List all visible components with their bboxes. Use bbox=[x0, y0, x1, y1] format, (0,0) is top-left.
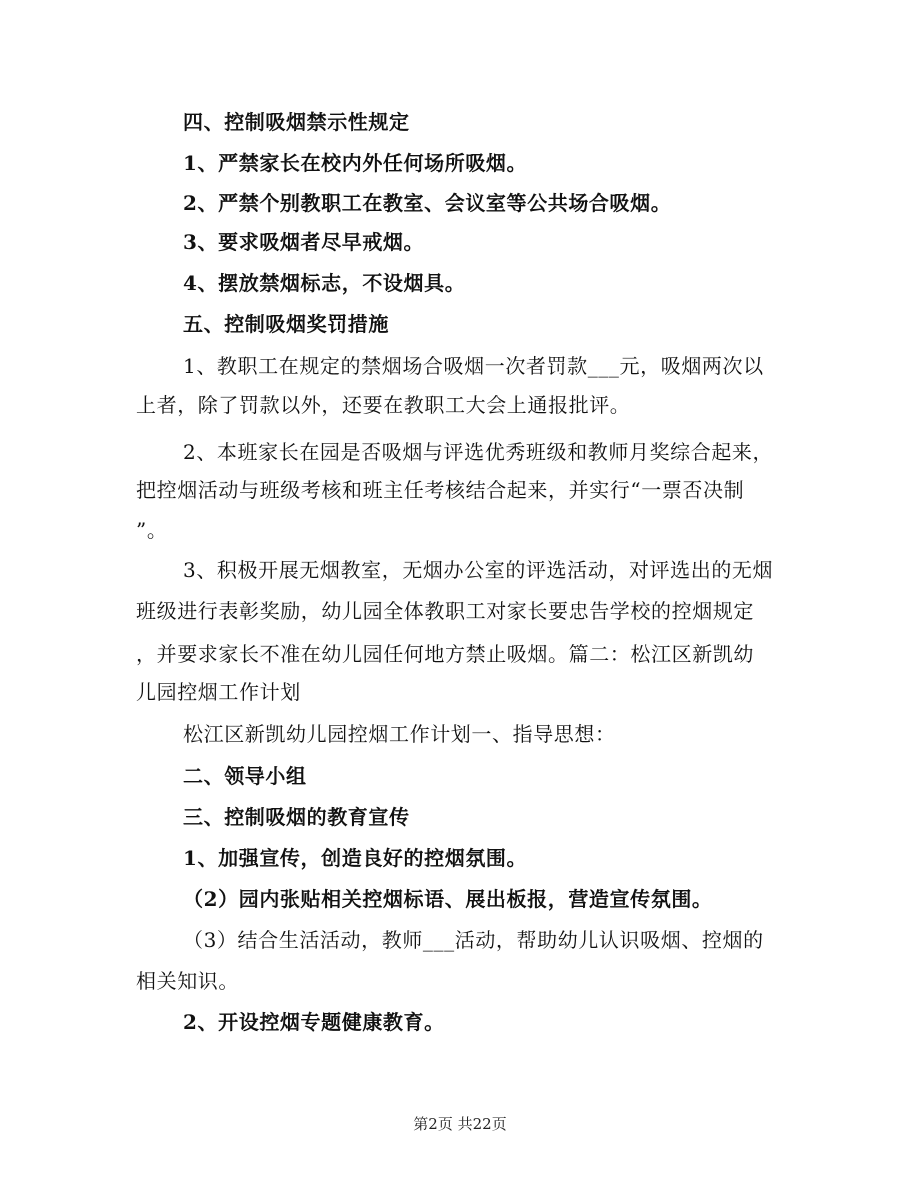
page-number-footer: 第2页 共22页 bbox=[413, 1115, 507, 1133]
paragraph-line: （3）结合生活活动，教师___活动，帮助幼儿认识吸烟、控烟的 bbox=[183, 928, 764, 952]
paragraph-line: 松江区新凯幼儿园控烟工作计划一、指导思想： bbox=[183, 722, 616, 746]
paragraph-line: 1、加强宣传，创造良好的控烟氛围。 bbox=[183, 846, 528, 870]
heading-section-5: 五、控制吸烟奖罚措施 bbox=[183, 312, 389, 336]
paragraph-line: 儿园控烟工作计划 bbox=[136, 680, 301, 704]
paragraph-line: ”。 bbox=[136, 518, 168, 542]
paragraph-line: 3、要求吸烟者尽早戒烟。 bbox=[183, 230, 425, 254]
heading-section-4: 四、控制吸烟禁示性规定 bbox=[183, 110, 410, 134]
paragraph-line: 3、积极开展无烟教室，无烟办公室的评选活动，对评选出的无烟 bbox=[183, 558, 774, 582]
paragraph-line: （2）园内张贴相关控烟标语、展出板报，营造宣传氛围。 bbox=[183, 887, 713, 911]
paragraph-line: 相关知识。 bbox=[136, 969, 239, 993]
heading-section-2: 二、领导小组 bbox=[183, 764, 307, 788]
paragraph-line: 2、严禁个别教职工在教室、会议室等公共场合吸烟。 bbox=[183, 191, 672, 215]
paragraph-line: 班级进行表彰奖励，幼儿园全体教职工对家长要忠告学校的控烟规定 bbox=[136, 599, 754, 623]
paragraph-line: 1、严禁家长在校内外任何场所吸烟。 bbox=[183, 151, 528, 175]
paragraph-line: 把控烟活动与班级考核和班主任考核结合起来，并实行“一票否决制 bbox=[136, 478, 745, 502]
heading-section-3: 三、控制吸烟的教育宣传 bbox=[183, 805, 410, 829]
paragraph-line: 2、本班家长在园是否吸烟与评选优秀班级和教师月奖综合起来， bbox=[183, 440, 774, 464]
paragraph-line: ，并要求家长不准在幼儿园任何地方禁止吸烟。篇二：松江区新凯幼 bbox=[136, 642, 754, 666]
paragraph-line: 2、开设控烟专题健康教育。 bbox=[183, 1010, 445, 1034]
paragraph-line: 4、摆放禁烟标志，不设烟具。 bbox=[183, 271, 466, 295]
paragraph-line: 1、教职工在规定的禁烟场合吸烟一次者罚款___元，吸烟两次以 bbox=[183, 354, 764, 378]
paragraph-line: 上者，除了罚款以外，还要在教职工大会上通报批评。 bbox=[136, 393, 631, 417]
